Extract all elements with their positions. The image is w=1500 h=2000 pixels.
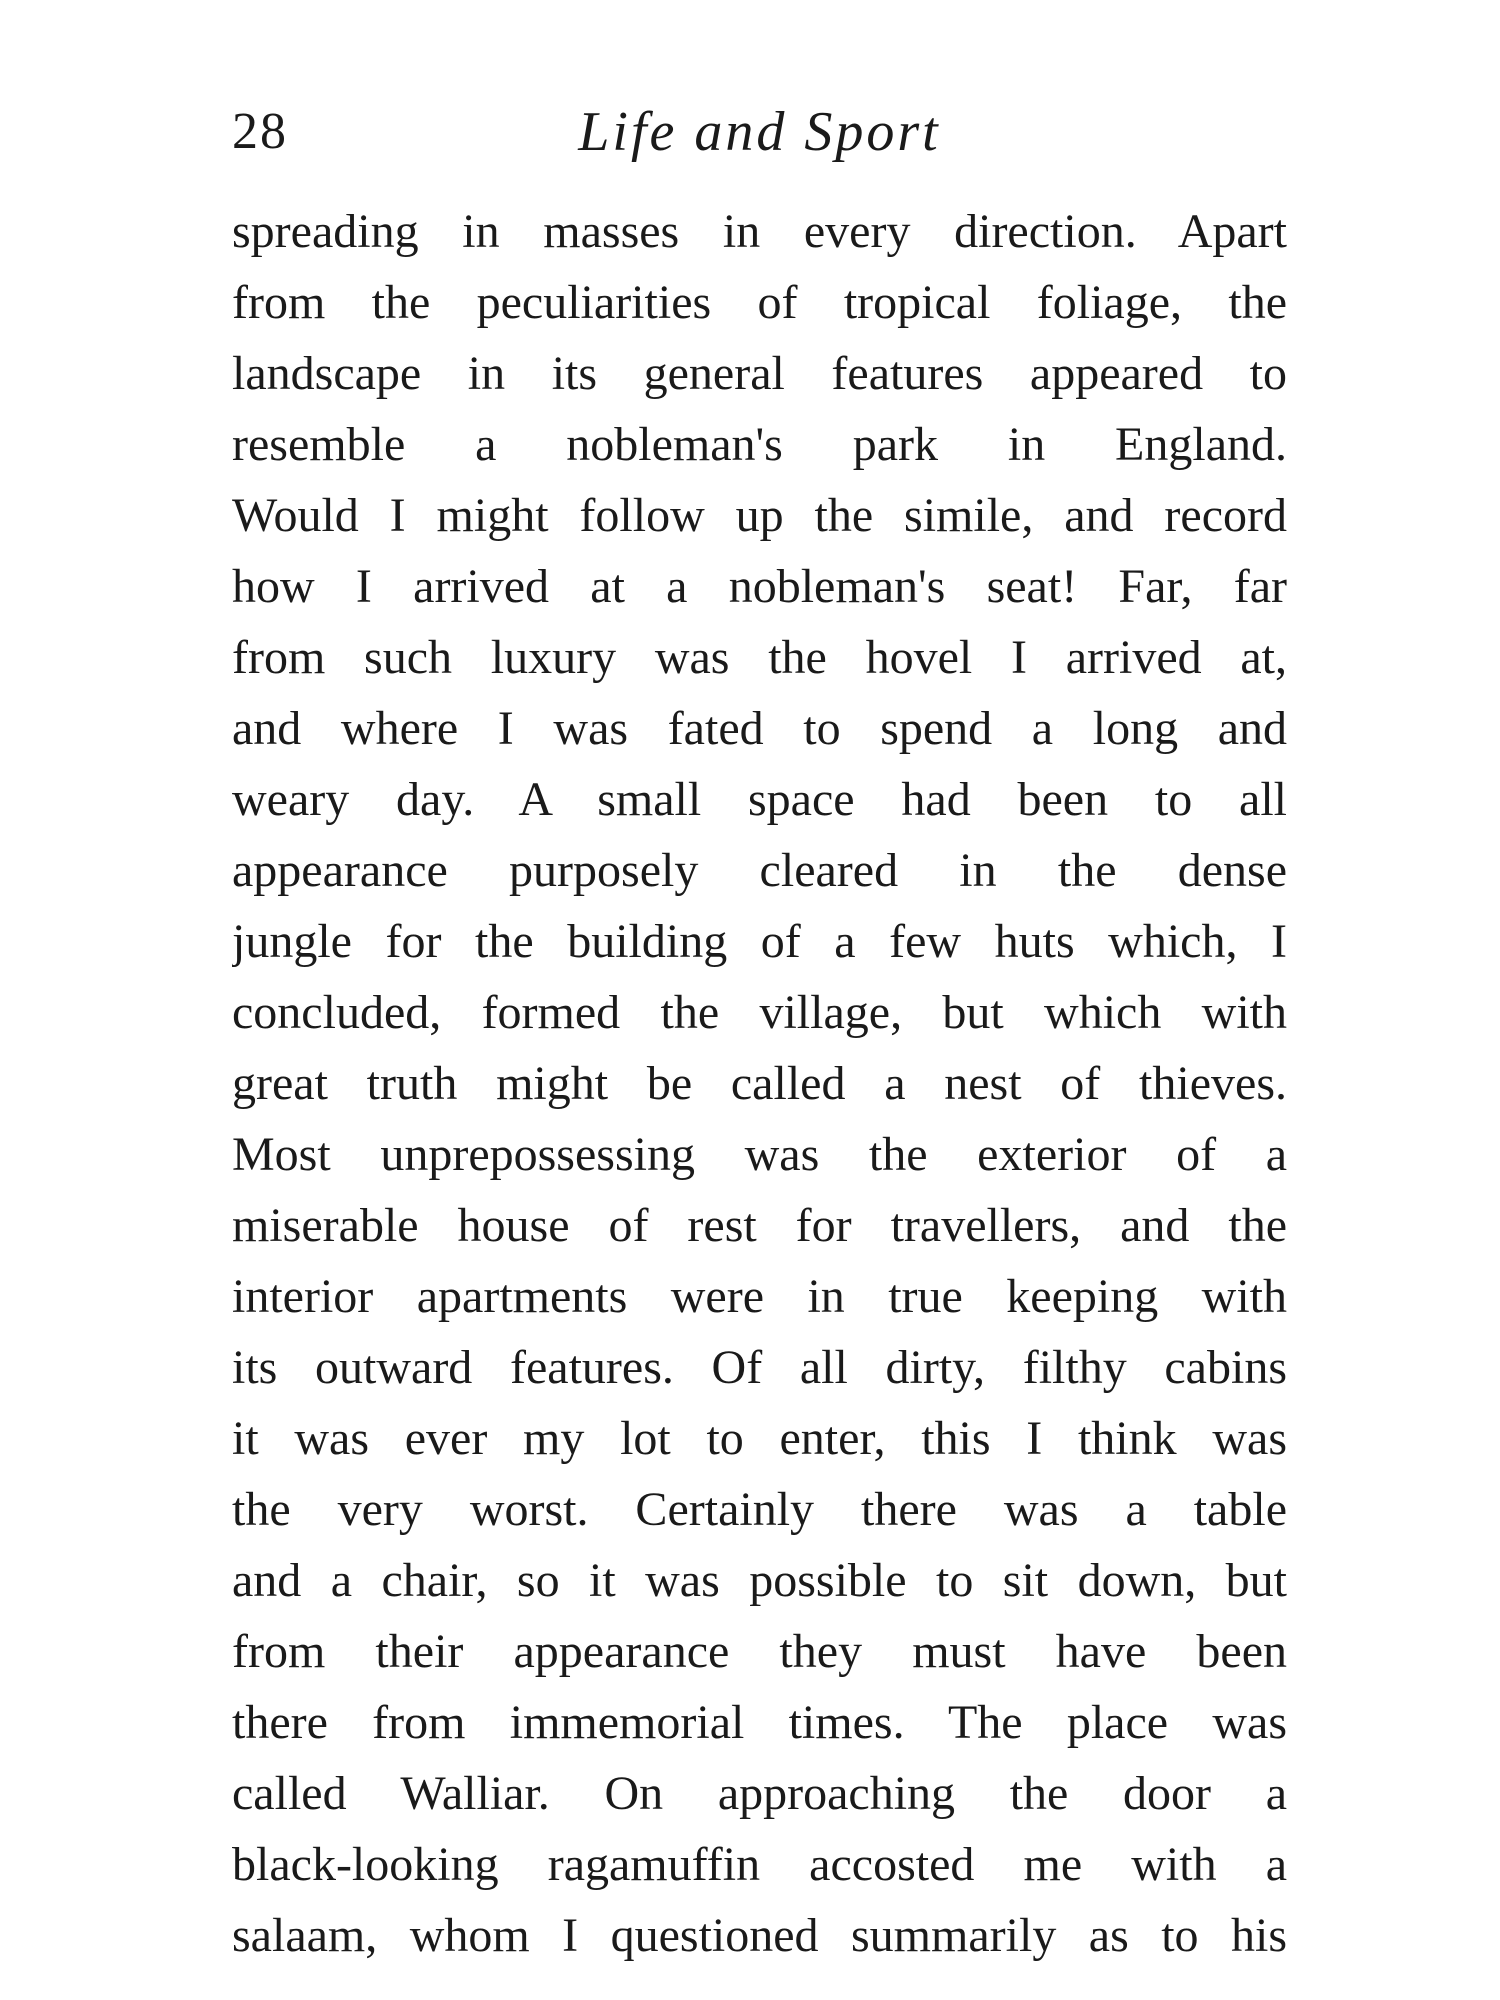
body-text bbox=[232, 196, 1287, 1971]
text-line: and a chair, so it was possible to sit down, but bbox=[232, 1554, 1287, 1607]
text-line: and where I was fated to spend a long and bbox=[232, 702, 1287, 755]
text-line: how I arrived at a nobleman's seat! Far, far bbox=[232, 560, 1287, 613]
running-head bbox=[232, 92, 1287, 172]
text-line: it was ever my lot to enter, this I think was bbox=[232, 1412, 1287, 1465]
text-line: appearance purposely cleared in the dense bbox=[232, 844, 1287, 897]
text-line: from their appearance they must have been bbox=[232, 1625, 1287, 1678]
text-line: black-looking ragamuffin accosted me with a bbox=[232, 1838, 1287, 1891]
text-line: the very worst. Certainly there was a table bbox=[232, 1483, 1287, 1536]
text-line: salaam, whom I questioned summarily as to his bbox=[232, 1909, 1287, 1962]
text-line: Would I might follow up the simile, and record bbox=[232, 489, 1287, 542]
text-line: great truth might be called a nest of thieves. bbox=[232, 1057, 1287, 1110]
text-line: from such luxury was the hovel I arrived at, bbox=[232, 631, 1287, 684]
text-line: resemble a nobleman's park in England. bbox=[232, 418, 1287, 471]
text-line: concluded, formed the village, but which with bbox=[232, 986, 1287, 1039]
text-line: there from immemorial times. The place was bbox=[232, 1696, 1287, 1749]
text-line: from the peculiarities of tropical foliage, the bbox=[232, 276, 1287, 329]
text-line: Most unprepossessing was the exterior of a bbox=[232, 1128, 1287, 1181]
page-number: 28 bbox=[232, 103, 288, 160]
text-line: its outward features. Of all dirty, filthy cabins bbox=[232, 1341, 1287, 1394]
text-line: landscape in its general features appeared to bbox=[232, 347, 1287, 400]
text-line: miserable house of rest for travellers, and the bbox=[232, 1199, 1287, 1252]
text-line: interior apartments were in true keeping with bbox=[232, 1270, 1287, 1323]
running-title: Life and Sport bbox=[578, 101, 941, 163]
text-line: called Walliar. On approaching the door a bbox=[232, 1767, 1287, 1820]
text-line: spreading in masses in every direction. Apart bbox=[232, 205, 1287, 258]
text-line: weary day. A small space had been to all bbox=[232, 773, 1287, 826]
text-line: jungle for the building of a few huts which, I bbox=[232, 915, 1287, 968]
